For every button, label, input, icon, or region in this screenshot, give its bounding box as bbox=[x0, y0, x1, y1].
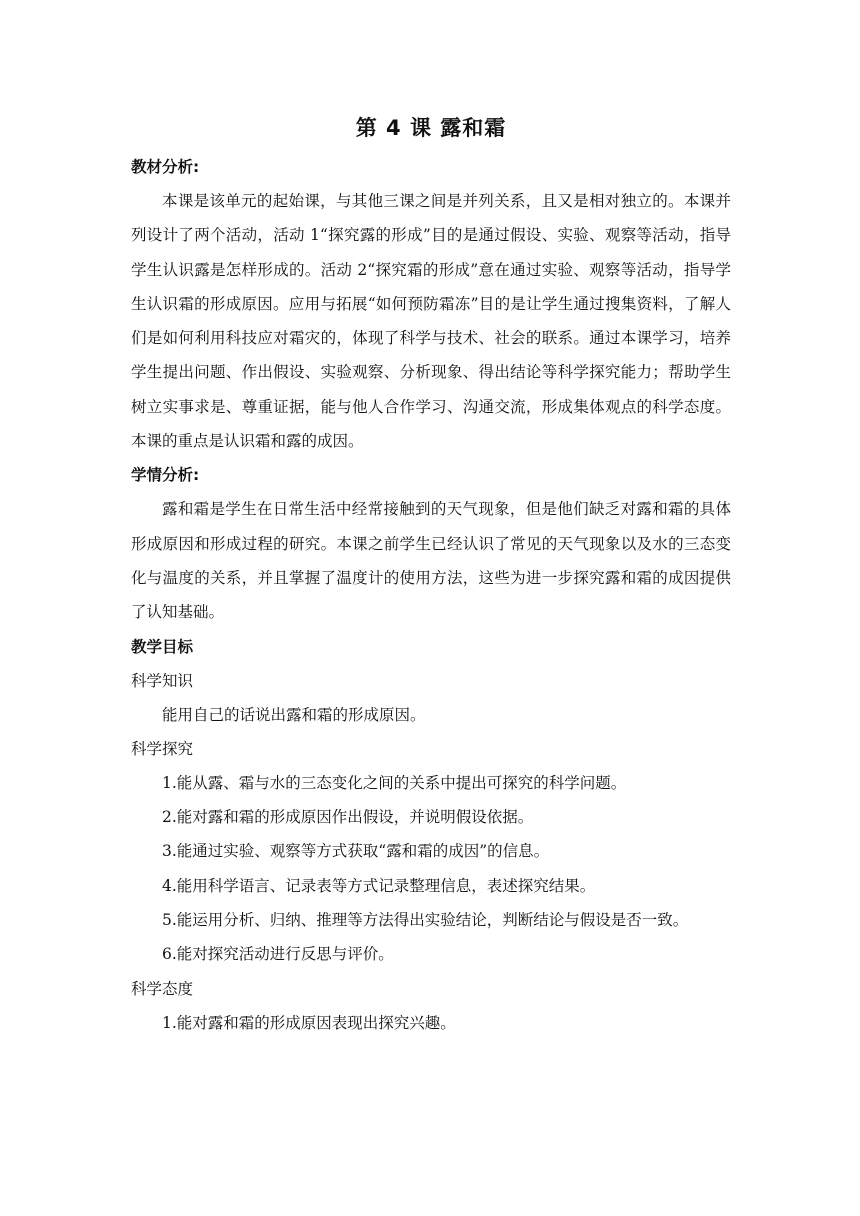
section-heading-learner-analysis: 学情分析: bbox=[131, 466, 200, 485]
page-title: 第 4 课 露和霜 bbox=[355, 116, 507, 140]
section-heading-textbook-analysis: 教材分析: bbox=[131, 158, 200, 176]
subheading-science-attitude: 科学态度 bbox=[131, 979, 194, 998]
list-item: 3.能通过实验、观察等方式获取“露和霜的成因”的信息。 bbox=[162, 842, 550, 861]
subheading-science-knowledge: 科学知识 bbox=[131, 671, 194, 690]
list-item: 能用自己的话说出露和霜的形成原因。 bbox=[162, 705, 426, 724]
document-content bbox=[131, 112, 731, 1040]
list-item: 4.能用科学语言、记录表等方式记录整理信息，表述探究结果。 bbox=[162, 876, 596, 895]
subheading-science-inquiry: 科学探究 bbox=[131, 739, 194, 758]
list-item: 1.能对露和霜的形成原因表现出探究兴趣。 bbox=[162, 1013, 456, 1032]
section-heading-teaching-goals: 教学目标 bbox=[131, 637, 194, 656]
paragraph-learner-analysis: 露和霜是学生在日常生活中经常接触到的天气现象，但是他们缺乏对露和霜的具体形成原因和形成过程的研究。本课之前学生已经认识了常见的天气现象以及水的三态变化与温度的关系，并且掌握了温度计的使用方法，这些为进一步探究露和霜的成因提供了认知基础。 bbox=[131, 500, 731, 622]
list-item: 1.能从露、霜与水的三态变化之间的关系中提出可探究的科学问题。 bbox=[162, 773, 627, 792]
list-item: 5.能运用分析、归纳、推理等方法得出实验结论，判断结论与假设是否一致。 bbox=[162, 911, 689, 930]
list-item: 2.能对露和霜的形成原因作出假设，并说明假设依据。 bbox=[162, 808, 534, 827]
list-item: 6.能对探究活动进行反思与评价。 bbox=[162, 945, 394, 964]
paragraph-textbook-analysis: 本课是该单元的起始课，与其他三课之间是并列关系，且又是相对独立的。本课并列设计了两个活动，活动 1“探究露的形成”目的是通过假设、实验、观察等活动，指导学生认识露是怎样形成的。活动 2“探究霜的形成”意在通过实验、观察等活动，指导学生认识霜的形成原因。应用与拓展“如何预防霜冻”目的是让学生通过搜集资料，了解人们是如何利用科技应对霜灾的，体现了科学与技术、社会的联系。通过本课学习，培养学生提出问题、作出假设、实验观察、分析现象、得出结论等科学探究能力；帮助学生树立实事求是、尊重证据，能与他人合作学习、沟通交流，形成集体观点的科学态度。本课的重点是认识霜和露的成因。 bbox=[131, 192, 731, 451]
